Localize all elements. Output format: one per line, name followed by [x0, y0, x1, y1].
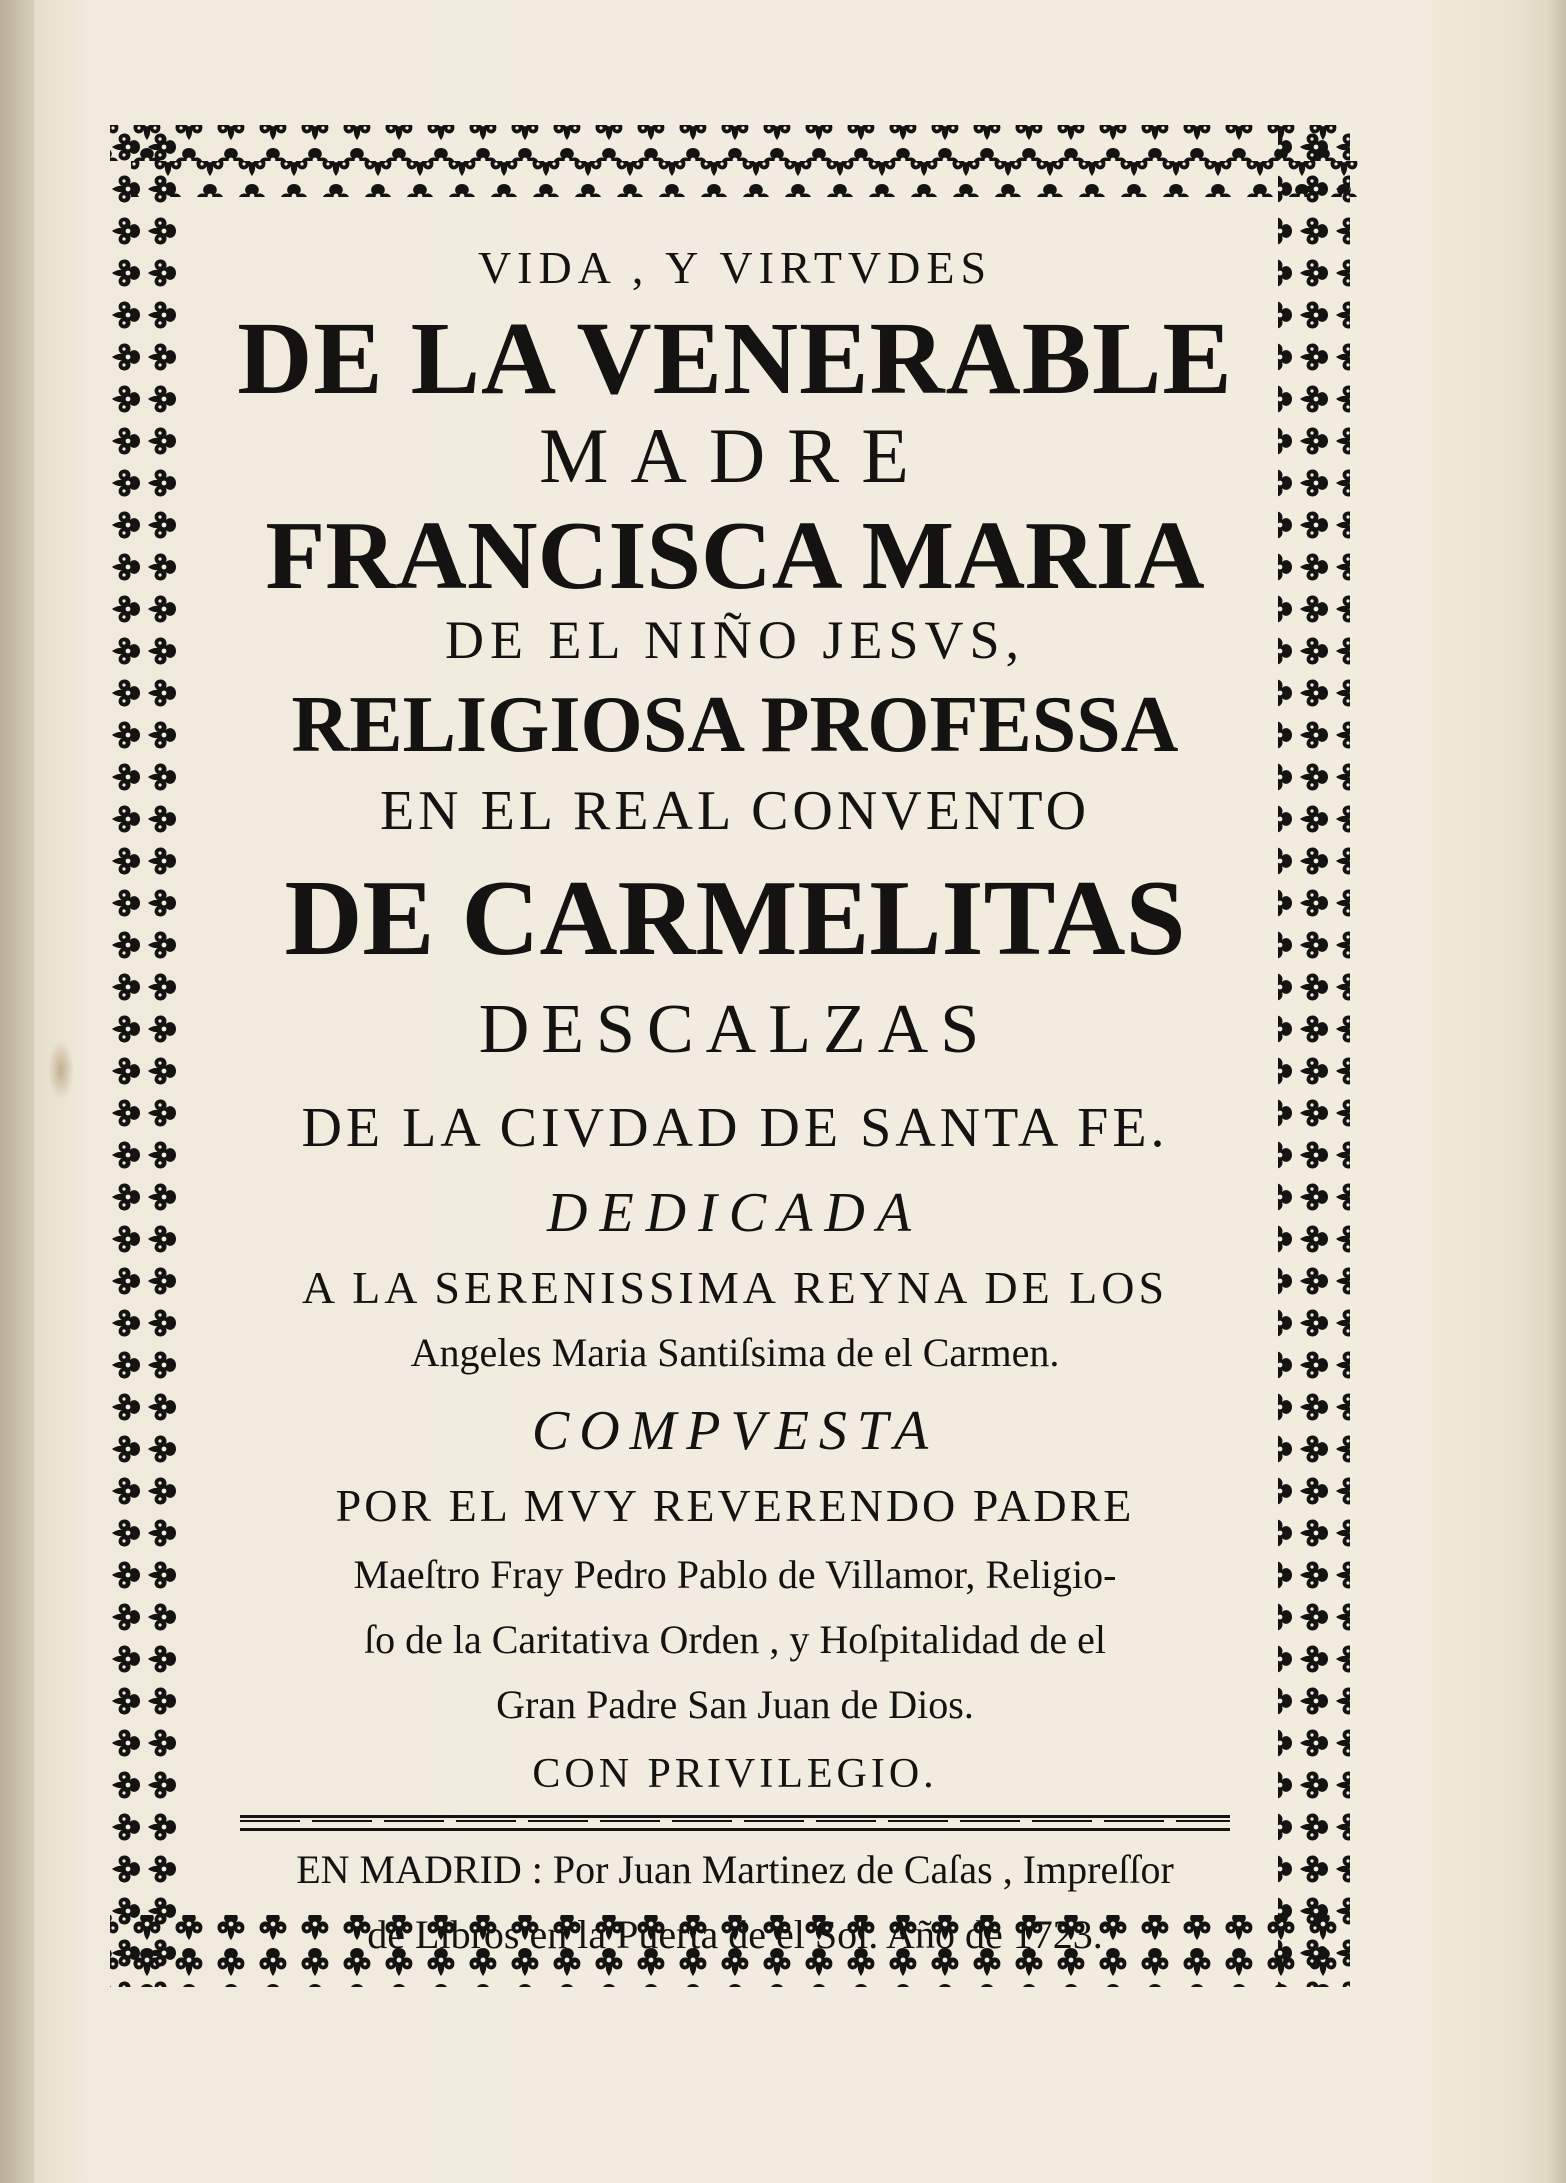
title-line-name: FRANCISCA MARIA [265, 502, 1205, 610]
imprint-line-1: EN MADRID : Por Juan Martinez de Caſas , Impreſſor [296, 1847, 1174, 1892]
title-line-religiosa: RELIGIOSA PROFESSA [291, 681, 1179, 769]
dedication-line-1: A LA SERENISSIMA REYNA DE LOS [301, 1262, 1169, 1313]
imprint-rule [240, 1815, 1230, 1831]
title-line-carmelitas: DE CARMELITAS [284, 859, 1186, 978]
composed-heading: COMPVESTA [531, 1400, 939, 1462]
title-line-madre: MADRE [539, 412, 931, 499]
author-line-4: Gran Padre San Juan de Dios. [496, 1682, 974, 1727]
title-line-santa-fe: DE LA CIVDAD DE SANTA FE. [301, 1097, 1169, 1159]
title-line-venerable: DE LA VENERABLE [237, 301, 1233, 416]
dedication-line-2: Angeles Maria Santiſsima de el Carmen. [410, 1330, 1060, 1375]
title-line-vida: VIDA , Y VIRTVDES [477, 242, 993, 293]
dedication-heading: DEDICADA [547, 1182, 923, 1244]
title-line-convento: EN EL REAL CONVENTO [379, 780, 1091, 842]
title-line-descalzas: DESCALZAS [478, 991, 992, 1068]
title-line-nino-jesus: DE EL NIÑO JESVS, [445, 610, 1025, 670]
privilege-line: CON PRIVILEGIO. [532, 1751, 938, 1797]
author-line-2: Maeſtro Fray Pedro Pablo de Villamor, Religio- [353, 1552, 1117, 1597]
author-line-1: POR EL MVY REVERENDO PADRE [335, 1480, 1135, 1531]
imprint-line-2: de Libros en la Puerta de el Sol. Año de 1723. [367, 1912, 1103, 1957]
author-line-3: ſo de la Caritativa Orden , y Hoſpitalidad de el [364, 1617, 1106, 1662]
